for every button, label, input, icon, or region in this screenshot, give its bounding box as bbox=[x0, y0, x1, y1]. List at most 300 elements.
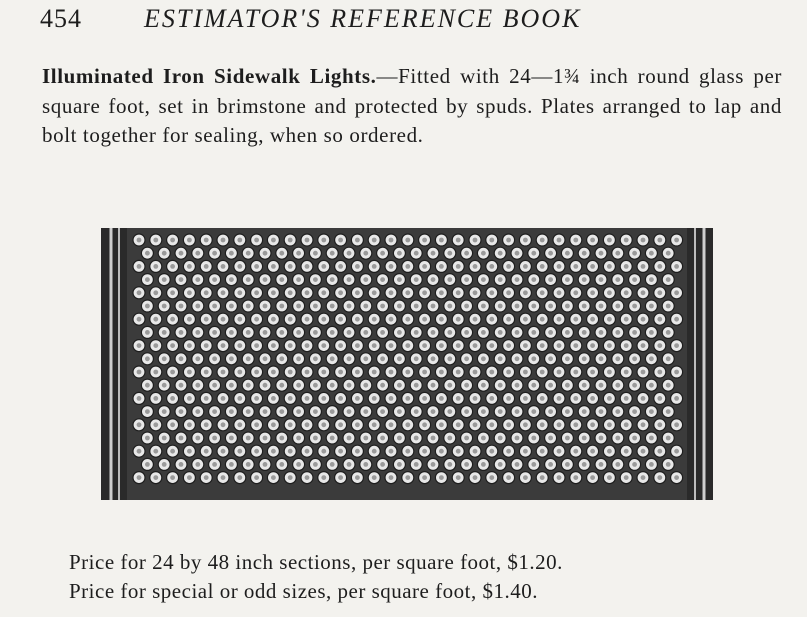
glass-lens-center bbox=[540, 475, 545, 480]
glass-lens-center bbox=[557, 449, 562, 454]
glass-lens-center bbox=[347, 409, 352, 414]
glass-lens-center bbox=[599, 462, 604, 467]
glass-lens-center bbox=[338, 264, 343, 269]
glass-lens-center bbox=[271, 422, 276, 427]
glass-lens-center bbox=[170, 264, 175, 269]
glass-lens-center bbox=[489, 343, 494, 348]
glass-lens-center bbox=[414, 462, 419, 467]
glass-lens-center bbox=[254, 449, 259, 454]
glass-lens-center bbox=[170, 238, 175, 243]
glass-lens-center bbox=[221, 238, 226, 243]
glass-lens-center bbox=[405, 449, 410, 454]
glass-lens-center bbox=[187, 449, 192, 454]
glass-lens-center bbox=[305, 422, 310, 427]
glass-lens-center bbox=[330, 383, 335, 388]
glass-lens-center bbox=[447, 330, 452, 335]
glass-lens-center bbox=[263, 409, 268, 414]
glass-lens-center bbox=[271, 343, 276, 348]
glass-lens-center bbox=[363, 251, 368, 256]
glass-lens-center bbox=[657, 264, 662, 269]
glass-lens-center bbox=[338, 343, 343, 348]
glass-lens-center bbox=[204, 343, 209, 348]
glass-lens-center bbox=[464, 330, 469, 335]
glass-lens-center bbox=[624, 264, 629, 269]
glass-lens-center bbox=[573, 290, 578, 295]
glass-lens-center bbox=[641, 290, 646, 295]
glass-lens-center bbox=[447, 251, 452, 256]
glass-lens-center bbox=[305, 317, 310, 322]
glass-lens-center bbox=[481, 409, 486, 414]
glass-lens-center bbox=[422, 290, 427, 295]
glass-lens-center bbox=[313, 462, 318, 467]
sidewalk-light-plate-image bbox=[101, 228, 713, 500]
glass-lens-center bbox=[557, 290, 562, 295]
glass-lens-center bbox=[607, 396, 612, 401]
glass-lens-center bbox=[489, 238, 494, 243]
glass-lens-center bbox=[666, 436, 671, 441]
glass-lens-center bbox=[548, 409, 553, 414]
glass-lens-center bbox=[170, 317, 175, 322]
glass-lens-center bbox=[187, 317, 192, 322]
glass-lens-center bbox=[187, 238, 192, 243]
glass-lens-center bbox=[355, 343, 360, 348]
glass-lens-center bbox=[565, 304, 570, 309]
glass-lens-center bbox=[162, 356, 167, 361]
glass-lens-center bbox=[464, 436, 469, 441]
glass-lens-center bbox=[531, 436, 536, 441]
glass-lens-center bbox=[573, 449, 578, 454]
glass-lens-center bbox=[330, 304, 335, 309]
plate-right-edge bbox=[687, 228, 713, 500]
glass-lens-center bbox=[607, 264, 612, 269]
glass-lens-center bbox=[313, 277, 318, 282]
glass-lens-center bbox=[624, 370, 629, 375]
glass-lens-center bbox=[229, 356, 234, 361]
glass-lens-center bbox=[590, 396, 595, 401]
glass-lens-center bbox=[313, 251, 318, 256]
glass-lens-center bbox=[573, 264, 578, 269]
glass-lens-center bbox=[431, 356, 436, 361]
glass-lens-center bbox=[153, 396, 158, 401]
glass-lens-center bbox=[481, 304, 486, 309]
glass-lens-center bbox=[573, 238, 578, 243]
glass-lens-center bbox=[498, 383, 503, 388]
glass-lens-center bbox=[607, 290, 612, 295]
glass-lens-center bbox=[464, 277, 469, 282]
glass-lens-center bbox=[624, 422, 629, 427]
glass-lens-center bbox=[439, 343, 444, 348]
entry-body: —Fitted with 24—1¾ inch round glass per square foot, set in brimstone and protected by spuds. Plates arranged to lap and bolt together for sealing, when so ordered. bbox=[42, 64, 782, 147]
glass-lens-center bbox=[489, 422, 494, 427]
glass-lens-center bbox=[590, 449, 595, 454]
glass-lens-center bbox=[321, 238, 326, 243]
glass-lens-center bbox=[481, 277, 486, 282]
glass-lens-center bbox=[212, 409, 217, 414]
glass-lens-center bbox=[615, 277, 620, 282]
price-list bbox=[69, 548, 563, 606]
glass-lens-center bbox=[380, 462, 385, 467]
glass-lens-center bbox=[153, 343, 158, 348]
glass-lens-center bbox=[372, 396, 377, 401]
glass-lens-center bbox=[599, 277, 604, 282]
glass-lens-center bbox=[523, 317, 528, 322]
glass-lens-center bbox=[548, 251, 553, 256]
glass-lens-center bbox=[263, 277, 268, 282]
glass-lens-center bbox=[145, 383, 150, 388]
glass-lens-center bbox=[338, 317, 343, 322]
glass-lens-center bbox=[557, 238, 562, 243]
glass-lens-center bbox=[607, 317, 612, 322]
glass-lens-center bbox=[405, 317, 410, 322]
glass-lens-center bbox=[263, 436, 268, 441]
glass-lens-center bbox=[204, 238, 209, 243]
glass-lens-center bbox=[237, 449, 242, 454]
glass-lens-center bbox=[473, 238, 478, 243]
glass-lens-center bbox=[330, 409, 335, 414]
glass-lens-center bbox=[649, 330, 654, 335]
glass-lens-center bbox=[422, 238, 427, 243]
glass-lens-center bbox=[137, 422, 142, 427]
glass-lens-center bbox=[590, 475, 595, 480]
glass-lens-center bbox=[355, 449, 360, 454]
glass-lens-center bbox=[137, 290, 142, 295]
glass-lens-center bbox=[649, 436, 654, 441]
glass-lens-center bbox=[582, 462, 587, 467]
glass-lens-center bbox=[305, 238, 310, 243]
glass-lens-center bbox=[321, 396, 326, 401]
glass-lens-center bbox=[296, 356, 301, 361]
glass-lens-center bbox=[557, 422, 562, 427]
glass-lens-center bbox=[506, 290, 511, 295]
glass-lens-center bbox=[288, 264, 293, 269]
glass-lens-center bbox=[170, 290, 175, 295]
glass-lens-center bbox=[548, 436, 553, 441]
glass-lens-center bbox=[531, 330, 536, 335]
glass-lens-center bbox=[170, 343, 175, 348]
glass-lens-center bbox=[632, 277, 637, 282]
glass-lens-center bbox=[657, 475, 662, 480]
glass-lens-center bbox=[607, 343, 612, 348]
glass-lens-center bbox=[338, 290, 343, 295]
glass-lens-center bbox=[405, 343, 410, 348]
glass-lens-center bbox=[246, 277, 251, 282]
glass-lens-center bbox=[414, 383, 419, 388]
glass-lens-center bbox=[615, 462, 620, 467]
glass-lens-center bbox=[456, 370, 461, 375]
glass-lens-center bbox=[473, 396, 478, 401]
glass-lens-center bbox=[313, 304, 318, 309]
glass-lens-center bbox=[431, 436, 436, 441]
glass-lens-center bbox=[137, 449, 142, 454]
glass-lens-center bbox=[271, 290, 276, 295]
glass-lens-center bbox=[405, 264, 410, 269]
glass-lens-center bbox=[397, 356, 402, 361]
glass-lens-center bbox=[195, 383, 200, 388]
glass-lens-center bbox=[498, 251, 503, 256]
glass-lens-center bbox=[330, 436, 335, 441]
glass-lens-center bbox=[481, 436, 486, 441]
glass-lens-center bbox=[657, 290, 662, 295]
glass-lens-center bbox=[565, 383, 570, 388]
glass-lens-center bbox=[641, 370, 646, 375]
glass-lens-center bbox=[221, 343, 226, 348]
glass-lens-center bbox=[321, 370, 326, 375]
glass-lens-center bbox=[607, 475, 612, 480]
glass-lens-center bbox=[153, 422, 158, 427]
glass-lens-center bbox=[641, 396, 646, 401]
glass-lens-center bbox=[506, 396, 511, 401]
glass-lens-center bbox=[212, 356, 217, 361]
glass-lens-center bbox=[389, 238, 394, 243]
glass-lens-center bbox=[153, 264, 158, 269]
glass-lens-center bbox=[380, 304, 385, 309]
glass-lens-center bbox=[237, 290, 242, 295]
glass-lens-center bbox=[540, 396, 545, 401]
glass-lens-center bbox=[279, 356, 284, 361]
glass-lens-center bbox=[624, 449, 629, 454]
glass-lens-center bbox=[540, 317, 545, 322]
glass-lens-center bbox=[582, 251, 587, 256]
glass-lens-center bbox=[162, 436, 167, 441]
glass-lens-center bbox=[372, 290, 377, 295]
glass-lens-center bbox=[431, 409, 436, 414]
glass-lens-center bbox=[254, 290, 259, 295]
glass-lens-center bbox=[590, 290, 595, 295]
glass-lens-center bbox=[305, 290, 310, 295]
glass-lens-center bbox=[305, 475, 310, 480]
glass-lens-center bbox=[179, 462, 184, 467]
glass-lens-center bbox=[481, 356, 486, 361]
glass-lens-center bbox=[363, 277, 368, 282]
glass-lens-center bbox=[288, 290, 293, 295]
glass-lens-center bbox=[372, 370, 377, 375]
glass-lens-center bbox=[363, 330, 368, 335]
glass-lens-center bbox=[649, 462, 654, 467]
glass-lens-center bbox=[573, 396, 578, 401]
glass-lens-center bbox=[254, 475, 259, 480]
glass-lens-center bbox=[347, 330, 352, 335]
glass-lens-center bbox=[615, 383, 620, 388]
glass-lens-center bbox=[439, 238, 444, 243]
glass-lens-center bbox=[338, 238, 343, 243]
glass-lens-center bbox=[657, 396, 662, 401]
glass-lens-center bbox=[179, 330, 184, 335]
glass-lens-center bbox=[632, 304, 637, 309]
glass-lens-center bbox=[389, 264, 394, 269]
glass-lens-center bbox=[170, 422, 175, 427]
glass-lens-center bbox=[456, 396, 461, 401]
glass-lens-center bbox=[573, 370, 578, 375]
glass-lens-center bbox=[582, 304, 587, 309]
glass-lens-center bbox=[573, 317, 578, 322]
glass-lens-center bbox=[145, 436, 150, 441]
glass-lens-center bbox=[674, 475, 679, 480]
glass-lens-center bbox=[363, 462, 368, 467]
glass-lens-center bbox=[330, 462, 335, 467]
glass-lens-center bbox=[153, 317, 158, 322]
glass-lens-center bbox=[632, 356, 637, 361]
glass-lens-center bbox=[464, 462, 469, 467]
glass-lens-center bbox=[599, 383, 604, 388]
glass-lens-center bbox=[397, 330, 402, 335]
glass-lens-center bbox=[590, 238, 595, 243]
glass-lens-center bbox=[414, 304, 419, 309]
glass-lens-center bbox=[666, 251, 671, 256]
glass-lens-center bbox=[615, 330, 620, 335]
glass-lens-center bbox=[498, 304, 503, 309]
glass-lens-center bbox=[279, 436, 284, 441]
glass-lens-center bbox=[237, 343, 242, 348]
glass-lens-center bbox=[641, 422, 646, 427]
glass-lens-center bbox=[372, 475, 377, 480]
glass-lens-center bbox=[296, 251, 301, 256]
glass-lens-center bbox=[338, 370, 343, 375]
glass-lens-center bbox=[540, 290, 545, 295]
glass-lens-center bbox=[582, 409, 587, 414]
glass-lens-center bbox=[515, 462, 520, 467]
glass-lens-center bbox=[464, 409, 469, 414]
glass-lens-center bbox=[338, 449, 343, 454]
glass-lens-center bbox=[170, 370, 175, 375]
glass-lens-center bbox=[447, 409, 452, 414]
glass-lens-center bbox=[271, 449, 276, 454]
glass-lens-center bbox=[153, 370, 158, 375]
glass-lens-center bbox=[431, 330, 436, 335]
glass-lens-center bbox=[515, 356, 520, 361]
glass-lens-center bbox=[296, 409, 301, 414]
glass-lens-center bbox=[355, 422, 360, 427]
glass-lens-center bbox=[221, 475, 226, 480]
glass-lens-center bbox=[355, 475, 360, 480]
glass-lens-center bbox=[321, 422, 326, 427]
glass-lens-center bbox=[355, 238, 360, 243]
glass-lens-center bbox=[649, 409, 654, 414]
glass-lens-center bbox=[137, 238, 142, 243]
glass-lens-center bbox=[338, 422, 343, 427]
glass-lens-center bbox=[632, 330, 637, 335]
glass-lens-center bbox=[229, 409, 234, 414]
glass-lens-center bbox=[489, 264, 494, 269]
glass-lens-center bbox=[288, 396, 293, 401]
glass-lens-center bbox=[414, 330, 419, 335]
glass-lens-center bbox=[607, 370, 612, 375]
glass-lens-center bbox=[195, 277, 200, 282]
glass-lens-center bbox=[305, 343, 310, 348]
glass-lens-center bbox=[179, 304, 184, 309]
glass-lens-center bbox=[548, 304, 553, 309]
glass-lens-center bbox=[221, 370, 226, 375]
glass-lens-center bbox=[271, 238, 276, 243]
glass-lens-center bbox=[179, 383, 184, 388]
glass-lens-center bbox=[263, 330, 268, 335]
glass-lens-center bbox=[330, 251, 335, 256]
glass-lens-center bbox=[288, 449, 293, 454]
glass-lens-center bbox=[263, 383, 268, 388]
sidewalk-light-illustration bbox=[101, 228, 713, 505]
glass-lens-center bbox=[422, 449, 427, 454]
glass-lens-center bbox=[489, 290, 494, 295]
glass-lens-center bbox=[531, 409, 536, 414]
glass-lens-center bbox=[615, 356, 620, 361]
glass-lens-center bbox=[221, 264, 226, 269]
glass-lens-center bbox=[187, 290, 192, 295]
glass-lens-center bbox=[674, 370, 679, 375]
glass-lens-center bbox=[229, 304, 234, 309]
glass-lens-center bbox=[288, 317, 293, 322]
glass-lens-center bbox=[212, 330, 217, 335]
glass-lens-center bbox=[641, 317, 646, 322]
glass-lens-center bbox=[657, 238, 662, 243]
glass-lens-center bbox=[464, 304, 469, 309]
glass-lens-center bbox=[279, 304, 284, 309]
glass-lens-center bbox=[506, 238, 511, 243]
glass-lens-center bbox=[431, 304, 436, 309]
glass-lens-center bbox=[204, 317, 209, 322]
glass-lens-center bbox=[237, 370, 242, 375]
glass-lens-center bbox=[632, 436, 637, 441]
glass-lens-center bbox=[363, 383, 368, 388]
glass-lens-center bbox=[321, 449, 326, 454]
glass-lens-center bbox=[431, 251, 436, 256]
glass-lens-center bbox=[405, 422, 410, 427]
glass-lens-center bbox=[582, 383, 587, 388]
glass-lens-center bbox=[288, 475, 293, 480]
glass-lens-center bbox=[195, 356, 200, 361]
glass-lens-center bbox=[498, 409, 503, 414]
glass-lens-center bbox=[162, 383, 167, 388]
glass-lens-center bbox=[565, 356, 570, 361]
glass-lens-center bbox=[506, 264, 511, 269]
glass-lens-center bbox=[414, 277, 419, 282]
glass-lens-center bbox=[263, 251, 268, 256]
glass-lens-center bbox=[523, 290, 528, 295]
glass-lens-center bbox=[506, 343, 511, 348]
glass-lens-center bbox=[473, 317, 478, 322]
glass-lens-center bbox=[540, 343, 545, 348]
glass-lens-center bbox=[380, 277, 385, 282]
glass-lens-center bbox=[439, 290, 444, 295]
glass-lens-center bbox=[254, 317, 259, 322]
glass-lens-center bbox=[607, 238, 612, 243]
glass-lens-center bbox=[422, 317, 427, 322]
glass-lens-center bbox=[590, 343, 595, 348]
glass-lens-center bbox=[162, 462, 167, 467]
glass-lens-center bbox=[347, 436, 352, 441]
glass-lens-center bbox=[246, 383, 251, 388]
glass-lens-center bbox=[649, 383, 654, 388]
glass-lens-center bbox=[271, 264, 276, 269]
glass-lens-center bbox=[187, 475, 192, 480]
glass-lens-center bbox=[204, 264, 209, 269]
glass-lens-center bbox=[607, 449, 612, 454]
glass-lens-center bbox=[456, 449, 461, 454]
glass-lens-center bbox=[389, 422, 394, 427]
glass-lens-center bbox=[137, 317, 142, 322]
glass-lens-center bbox=[506, 475, 511, 480]
glass-lens-center bbox=[372, 343, 377, 348]
glass-lens-center bbox=[573, 422, 578, 427]
glass-lens-center bbox=[439, 264, 444, 269]
glass-lens-center bbox=[254, 422, 259, 427]
glass-lens-center bbox=[632, 462, 637, 467]
glass-lens-center bbox=[515, 383, 520, 388]
glass-lens-center bbox=[523, 475, 528, 480]
glass-lens-center bbox=[447, 462, 452, 467]
glass-lens-center bbox=[657, 370, 662, 375]
glass-lens-center bbox=[279, 383, 284, 388]
glass-lens-center bbox=[170, 475, 175, 480]
glass-lens-center bbox=[607, 422, 612, 427]
